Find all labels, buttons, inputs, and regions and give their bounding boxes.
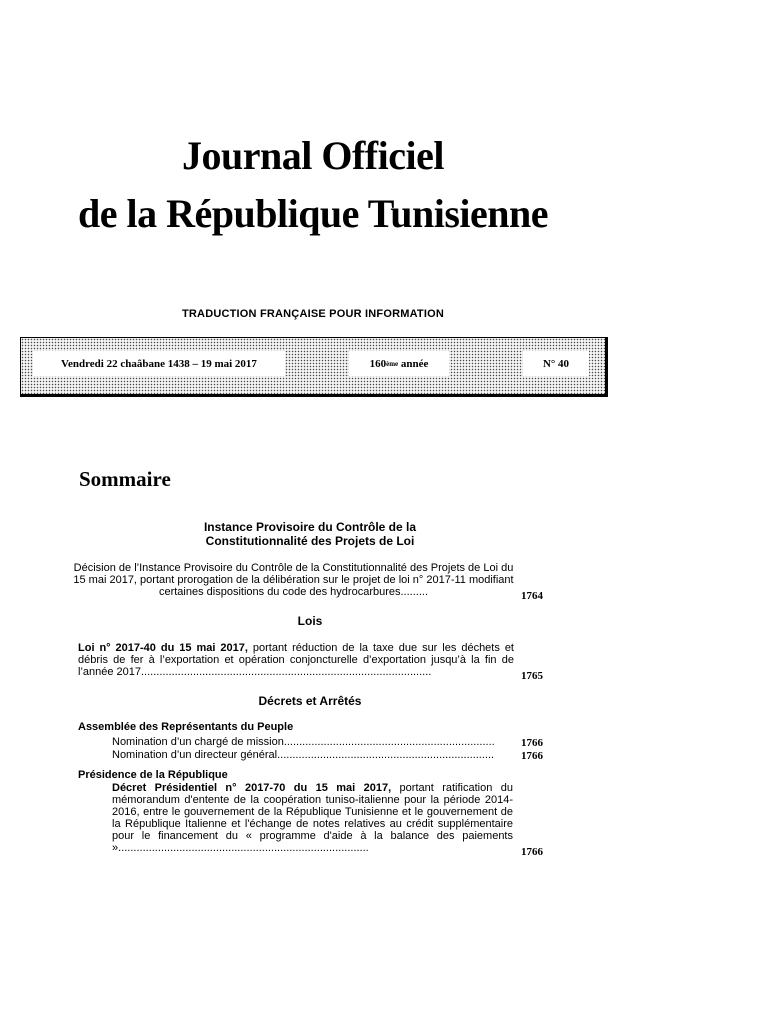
section-heading-decrets: Décrets et Arrêtés [258, 694, 362, 708]
section-heading-instance-line2: Constitutionnalité des Projets de Loi [205, 534, 415, 548]
toc-entry-title: Loi n° 2017-40 du 15 mai 2017, [78, 642, 248, 654]
toc-entry-nomination-directeur[interactable] [112, 749, 510, 761]
issue-number-text: N° 40 [542, 357, 570, 370]
issue-year-number: 160 [369, 357, 387, 370]
toc-entry-decret-2017-70[interactable] [112, 782, 513, 854]
toc-entry-text: Décision de l’Instance Provisoire du Contrôle de la Constitutionnalité des Projets de Loi du 15 mai 2017, portant prorogation de la délibération sur le projet de loi n° 2017-11 modifiant certaines dispositions du code des hydrocarbures......... [73, 562, 514, 598]
section-heading-instance [60, 520, 560, 548]
journal-title-line2: de la République Tunisienne [77, 191, 549, 236]
toc-entry-text: portant réduction de la taxe due sur les déchets et débris de fer à l’exportation et opération conjoncturelle d’exportation jusqu’à la fin de l’année 2017............................................................................................... [78, 642, 514, 678]
toc-entry-title: Décret Présidentiel n° 2017-70 du 15 mai 2017, [112, 782, 392, 794]
toc-page-number: 1766 [521, 750, 543, 762]
toc-entry-decision-instance[interactable] [72, 562, 515, 598]
toc-entry-text: Nomination d’un chargé de mission..................................................................... [112, 736, 495, 748]
toc-page-number: 1766 [521, 846, 543, 858]
section-heading-instance-line1: Instance Provisoire du Contrôle de la [203, 520, 417, 534]
journal-title-line1: Journal Officiel [182, 133, 444, 178]
sommaire-heading: Sommaire [79, 467, 171, 491]
issue-number [523, 351, 589, 376]
issue-date-text: Vendredi 22 chaâbane 1438 – 19 mai 2017 [61, 357, 257, 370]
subsection-heading-assemblee: Assemblée des Représentants du Peuple [78, 721, 294, 733]
issue-banner [20, 337, 608, 397]
toc-entry-text: portant ratification du mémorandum d'entente de la coopération tuniso-italienne pour la période 2014-2016, entre le gouvernement de la République Tunisienne et le gouvernement de la République Italienne et l'échange de notes relatives au crédit supplémentaire pour le financement du « programme d'aide à la balance des paiements ».................................................................................. [112, 782, 513, 854]
toc-page-number: 1766 [521, 737, 543, 749]
toc-entry-nomination-mission[interactable] [112, 736, 510, 748]
toc-page-number: 1764 [521, 590, 543, 602]
toc-entry-loi-2017-40[interactable] [78, 642, 514, 678]
toc-entry-text: Nomination d’un directeur général....................................................................... [112, 749, 495, 761]
issue-year-suffix: ème [386, 359, 399, 368]
issue-year-word: année [400, 357, 429, 370]
issue-date [33, 351, 285, 376]
toc-page-number: 1765 [521, 670, 543, 682]
section-heading-lois: Lois [297, 614, 323, 628]
translation-notice: TRADUCTION FRANÇAISE POUR INFORMATION [181, 308, 445, 320]
issue-year [349, 351, 449, 376]
subsection-heading-presidence: Présidence de la République [78, 769, 228, 781]
